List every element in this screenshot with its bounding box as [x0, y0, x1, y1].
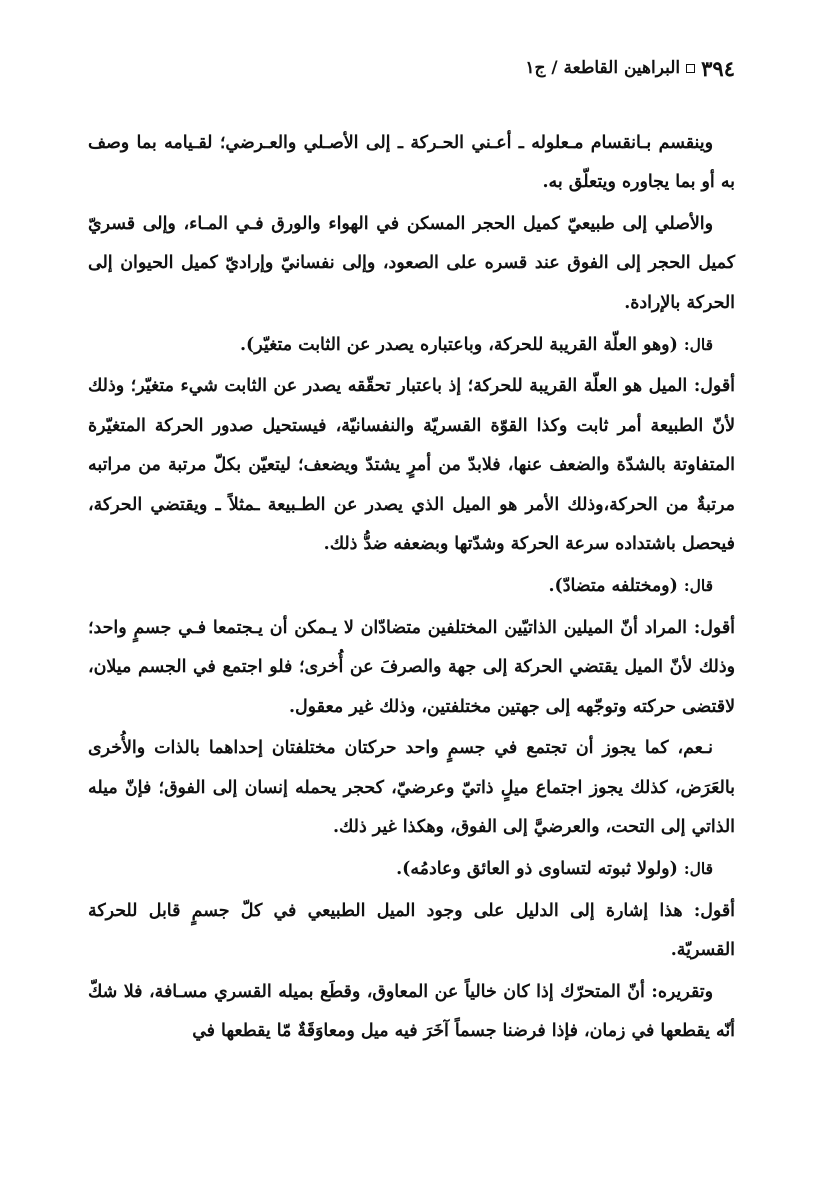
- matn-quote: [88, 849, 735, 889]
- commentary-paragraph: [88, 892, 735, 971]
- paragraph: [88, 729, 735, 847]
- paragraph-text: كما يجوز أن تجتمع في جسمٍ واحد حركتان مختلفتان إحداهما بالذات والأُخرى بالعَرَض، كذلك يجوز اجتماع ميلٍ ذاتيّ وعرضيّ، كحجر يحمله إنسان إلى الفوق؛ فإنّ ميله الذاتي إلى التحت، والعرضيَّ إلى الفوق، وهكذا غير ذلك.: [88, 738, 735, 837]
- book-title: البراهين القاطعة / ج١: [525, 58, 681, 78]
- running-header: [88, 48, 735, 88]
- matn-quote: [88, 325, 735, 365]
- paragraph: [88, 973, 735, 1052]
- square-separator-icon: [686, 64, 695, 73]
- naam-label: نـعم،: [677, 738, 713, 759]
- matn-text: (ولولا ثبوته لتساوى ذو العائق وعادمُه).: [396, 859, 678, 880]
- commentary-paragraph: [88, 609, 735, 727]
- paragraph-text: وينقسم بـانقسام مـعلوله ـ أعـني الحـركة ـ إلى الأصـلي والعـرضي؛ لقـيامه بما وصف به أو بما يجاوره ويتعلّق به.: [88, 133, 735, 193]
- paragraph: [88, 124, 735, 203]
- commentary-paragraph: [88, 367, 735, 564]
- matn-text: (ومختلفه متضادّ).: [548, 576, 678, 597]
- paragraph-text: هذا إشارة إلى الدليل على وجود الميل الطبيعي في كلّ جسمٍ قابل للحركة القسريّة.: [88, 900, 735, 961]
- page-number: ٣٩٤: [701, 55, 735, 81]
- matn-quote: [88, 566, 735, 606]
- aqulu-label: أقول:: [693, 617, 735, 638]
- paragraph-text: وتقريره: أنّ المتحرّك إذا كان خالياً عن المعاوق، وقطَع بميله القسري مسـافة، فلا شكّ أنّه يقطعها في زمان، فإذا فرضنا جسماً آخَرَ فيه ميل ومعاوَقَةٌ مّا يقطعها في: [88, 981, 735, 1041]
- paragraph-text: والأصلي إلى طبيعيّ كميل الحجر المسكن في الهواء والورق فـي المـاء، وإلى قسريّ كميل الحجر إلى الفوق عند قسره على الصعود، وإلى نفسانيّ وإراديّ كميل الحيوان إلى الحركة بالإرادة.: [88, 213, 735, 313]
- qala-label: قال:: [683, 859, 713, 879]
- qala-label: قال:: [683, 576, 713, 596]
- paragraph-text: الميل هو العلّة القريبة للحركة؛ إذ باعتبار تحقّقه يصدر عن الثابت شيء متغيّر؛ وذلك لأنّ الطبيعة أمر ثابت وكذا القوّة القسريّة والنفسانيّة، فيستحيل صدور الحركة المتغيّرة المتفاوتة بالشدّة والضعف عنها، فلابدّ من أمرٍ يشتدّ ويضعف؛ ليتعيّن بكلّ مرتبة من مراتبه مرتبةٌ من الحركة،وذلك الأمر هو الميل الذي يصدر عن الطـبيعة ـمثلاً ـ ويقتضي الحركة، فيحصل باشتداده سرعة الحركة وشدّتها وبضعفه ضدُّ ذلك.: [88, 376, 735, 555]
- matn-text: (وهو العلّة القريبة للحركة، وباعتباره يصدر عن الثابت متغيّر).: [240, 335, 678, 356]
- paragraph-text: المراد أنّ الميلين الذاتيّين المختلفين متضادّان لا يـمكن أن يـجتمعا فـي جسمٍ واحد؛وذلك لأنّ الميل يقتضي الحركة إلى جهة والصرفَ عن أُخرى؛ فلو اجتمع في الجسم ميلان، لاقتضى حركته وتوجّهه إلى جهتين مختلفتين، وذلك غير معقول.: [88, 617, 735, 717]
- aqulu-label: أقول:: [693, 900, 735, 921]
- paragraph: [88, 205, 735, 323]
- qala-label: قال:: [683, 335, 713, 355]
- aqulu-label: أقول:: [693, 376, 735, 397]
